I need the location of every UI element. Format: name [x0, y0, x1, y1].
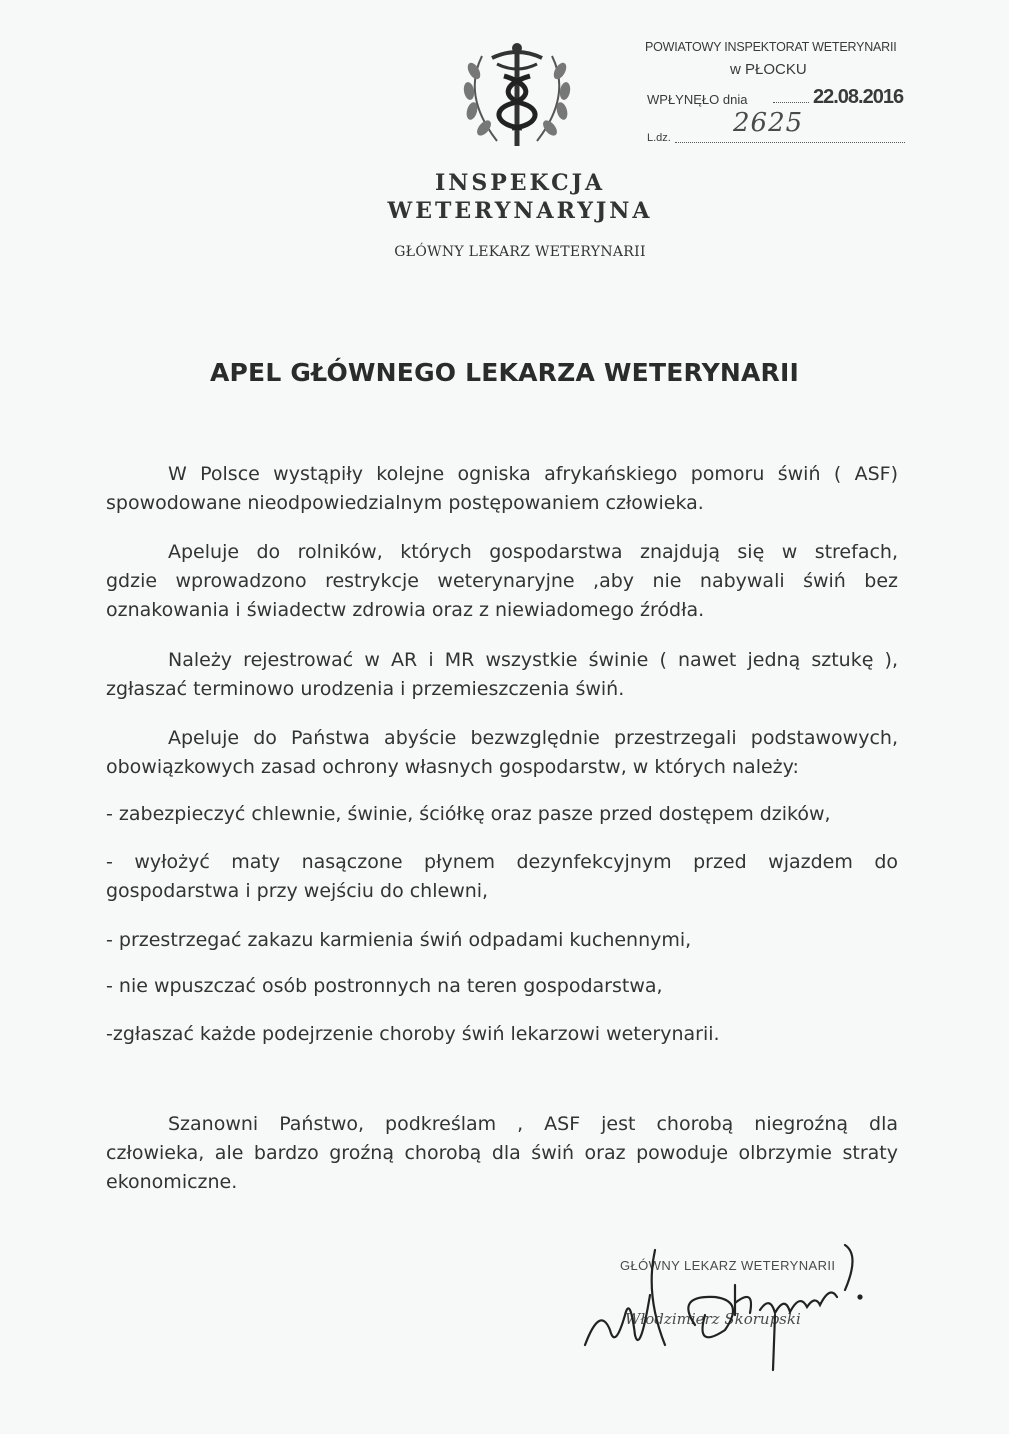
paragraph-1 [106, 460, 898, 518]
signature-title: GŁÓWNY LEKARZ WETERYNARII [620, 1258, 836, 1273]
list-item [106, 800, 898, 829]
text-line: Apeluje do rolników, których gospodarstwa znajdują się w strefach, [168, 541, 898, 563]
text-line: obowiązkowych zasad ochrony własnych gospodarstw, w których należy: [106, 756, 799, 778]
caduceus-emblem-icon [452, 36, 582, 156]
text-line: Apeluje do Państwa abyście bezwzględnie przestrzegali podstawowych, [168, 727, 898, 749]
text-line: ekonomiczne. [106, 1171, 238, 1193]
list-item [106, 926, 898, 955]
paragraph-4 [106, 724, 898, 782]
paragraph-3 [106, 646, 898, 704]
text-line: - wyłożyć maty nasączone płynem dezynfekcyjnym przed wjazdem do [106, 851, 898, 873]
list-item [106, 1020, 898, 1049]
text-line: zgłaszać terminowo urodzenia i przemieszczenia świń. [106, 678, 625, 700]
text-line: W Polsce wystąpiły kolejne ogniska afrykańskiego pomoru świń ( ASF) [168, 463, 898, 485]
text-line: Należy rejestrować w AR i MR wszystkie świnie ( nawet jedną sztukę ), [168, 649, 898, 671]
list-item [106, 972, 898, 1001]
text-line: -zgłaszać każde podejrzenie choroby świń lekarzowi weterynarii. [106, 1023, 720, 1045]
document-title: APEL GŁÓWNEGO LEKARZA WETERYNARII [209, 358, 800, 387]
text-line: Szanowni Państwo, podkreślam , ASF jest chorobą niegroźną dla [168, 1113, 898, 1135]
text-line: - przestrzegać zakazu karmienia świń odpadami kuchennymi, [106, 929, 692, 951]
text-line: - zabezpieczyć chlewnie, świnie, ściółkę oraz pasze przed dostępem dzików, [106, 803, 831, 825]
stamp-received-date: 22.08.2016 [813, 86, 904, 108]
text-line: gdzie wprowadzono restrykcje weterynaryjne ,aby nie nabywali świń bez [106, 570, 898, 592]
stamp-office: POWIATOWY INSPEKTORAT WETERYNARII [645, 40, 897, 54]
received-stamp [645, 40, 925, 150]
signature-block [575, 1235, 875, 1375]
institution-name-line2: WETERYNARYJNA [387, 198, 653, 224]
closing-paragraph [106, 1110, 898, 1197]
text-line: człowieka, ale bardzo groźną chorobą dla świń oraz powoduje olbrzymie straty [106, 1142, 898, 1164]
text-line: spowodowane nieodpowiedzialnym postępowaniem człowieka. [106, 492, 704, 514]
handwritten-signature-icon [575, 1235, 875, 1375]
paragraph-2 [106, 538, 898, 625]
signature-name: Włodzimierz Skorupski [625, 1310, 801, 1328]
stamp-dots [773, 92, 809, 103]
stamp-received-label: WPŁYNĘŁO dnia [647, 92, 748, 107]
stamp-city: w PŁOCKU [730, 61, 807, 78]
institution-subtitle: GŁÓWNY LEKARZ WETERYNARII [394, 244, 646, 260]
text-line: - nie wpuszczać osób postronnych na teren gospodarstwa, [106, 975, 663, 997]
stamp-reg-label: L.dz. [647, 132, 671, 144]
list-item [106, 848, 898, 906]
text-line: gospodarstwa i przy wejściu do chlewni, [106, 880, 489, 902]
institution-name-line1: INSPEKCJA [434, 170, 606, 196]
text-line: oznakowania i świadectw zdrowia oraz z niewiadomego źródła. [106, 599, 705, 621]
stamp-reg-number: 2625 [733, 108, 804, 138]
